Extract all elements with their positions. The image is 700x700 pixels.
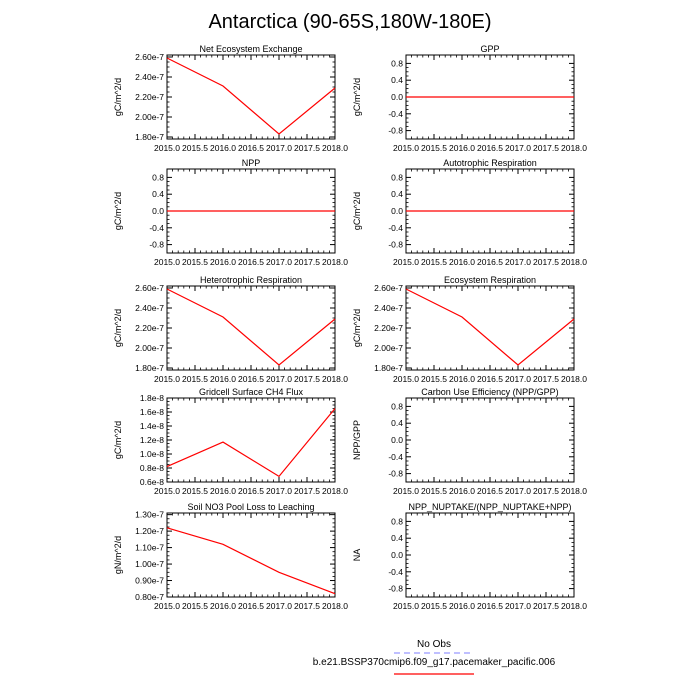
- plot-frame: [167, 55, 335, 139]
- x-tick-label: 2015.5: [182, 143, 208, 153]
- y-tick-label: 0.4: [152, 189, 164, 200]
- x-tick-label: 2017.5: [294, 486, 320, 496]
- x-tick-label: 2015.5: [182, 601, 208, 611]
- x-tick-label: 2015.0: [393, 374, 419, 384]
- x-tick-label: 2015.5: [182, 374, 208, 384]
- y-tick-label: 1.30e-7: [135, 509, 164, 520]
- x-tick-label: 2016.0: [449, 374, 475, 384]
- panel-6: [113, 387, 348, 496]
- y-tick-label: 2.40e-7: [374, 303, 403, 313]
- x-tick-label: 2017.5: [533, 143, 559, 153]
- panel-0: [113, 44, 348, 153]
- y-axis-label: gC/m^2/d: [352, 308, 362, 348]
- x-tick-label: 2018.0: [322, 143, 348, 153]
- x-tick-label: 2015.5: [421, 143, 447, 153]
- plot-frame: [167, 398, 335, 482]
- series-line-0: [167, 289, 335, 365]
- y-tick-label: -0.8: [149, 239, 164, 250]
- x-tick-label: 2018.0: [561, 486, 587, 496]
- x-tick-label: 2016.5: [238, 601, 264, 611]
- chart-panels: [113, 44, 587, 611]
- y-tick-label: 0.8: [391, 172, 403, 183]
- y-axis-label: gN/m^2/d: [113, 535, 123, 575]
- x-tick-label: 2016.5: [238, 257, 264, 267]
- series-line-0: [406, 289, 574, 365]
- x-tick-label: 2016.0: [210, 143, 236, 153]
- y-tick-label: 2.20e-7: [135, 92, 164, 102]
- x-tick-label: 2017.5: [294, 143, 320, 153]
- y-tick-label: 1.80e-7: [374, 363, 403, 373]
- x-tick-label: 2015.0: [393, 257, 419, 267]
- x-tick-label: 2016.0: [449, 486, 475, 496]
- x-tick-label: 2016.5: [238, 486, 264, 496]
- x-tick-label: 2017.5: [294, 257, 320, 267]
- y-tick-label: -0.4: [149, 222, 164, 233]
- y-axis-label: gC/m^2/d: [113, 420, 123, 460]
- y-tick-label: 0.0: [391, 206, 403, 216]
- y-tick-label: 2.40e-7: [135, 303, 164, 313]
- y-tick-label: 2.00e-7: [374, 343, 403, 353]
- y-tick-label: 1.0e-8: [139, 449, 164, 459]
- x-tick-label: 2017.0: [505, 601, 531, 611]
- y-tick-label: 1.2e-8: [139, 435, 164, 445]
- x-tick-label: 2017.0: [505, 486, 531, 496]
- x-tick-label: 2016.0: [210, 257, 236, 267]
- x-tick-label: 2017.5: [533, 601, 559, 611]
- x-tick-label: 2016.0: [449, 601, 475, 611]
- x-tick-label: 2017.0: [266, 486, 292, 496]
- x-tick-label: 2017.0: [505, 257, 531, 267]
- y-tick-label: 0.0: [391, 435, 403, 445]
- y-tick-label: 2.40e-7: [135, 72, 164, 82]
- x-tick-label: 2018.0: [322, 486, 348, 496]
- y-axis-label: gC/m^2/d: [113, 191, 123, 231]
- x-tick-label: 2015.5: [421, 486, 447, 496]
- x-tick-label: 2016.5: [238, 374, 264, 384]
- plot-frame: [167, 286, 335, 370]
- x-tick-label: 2018.0: [561, 374, 587, 384]
- panel-title: Autotrophic Respiration: [443, 158, 537, 168]
- panel-title: GPP: [480, 44, 500, 54]
- panel-title: Carbon Use Efficiency (NPP/GPP): [421, 387, 559, 397]
- x-tick-label: 2017.5: [533, 257, 559, 267]
- x-tick-label: 2016.0: [449, 143, 475, 153]
- y-tick-label: -0.8: [388, 468, 403, 479]
- series-line-0: [167, 409, 335, 477]
- y-tick-label: 1.6e-8: [139, 407, 164, 417]
- y-tick-label: 0.90e-7: [135, 575, 164, 586]
- y-tick-label: 1.20e-7: [135, 526, 164, 537]
- y-tick-label: 1.4e-8: [139, 421, 164, 431]
- x-tick-label: 2016.5: [477, 601, 503, 611]
- y-tick-label: 0.80e-7: [135, 592, 164, 602]
- y-tick-label: 0.8: [391, 58, 403, 69]
- y-tick-label: 1.80e-7: [135, 132, 164, 142]
- y-tick-label: 0.4: [391, 189, 403, 200]
- x-tick-label: 2017.0: [505, 143, 531, 153]
- x-tick-label: 2016.0: [210, 374, 236, 384]
- x-tick-label: 2015.0: [393, 143, 419, 153]
- y-axis-label: gC/m^2/d: [113, 77, 123, 117]
- plot-frame: [406, 286, 574, 370]
- panel-title: Ecosystem Respiration: [443, 275, 537, 285]
- series-line-0: [167, 528, 335, 594]
- panel-title: Net Ecosystem Exchange: [199, 44, 303, 54]
- x-tick-label: 2015.0: [154, 601, 180, 611]
- x-tick-label: 2016.5: [477, 143, 503, 153]
- panel-title: Soil NO3 Pool Loss to Leaching: [187, 502, 315, 512]
- x-tick-label: 2017.5: [533, 486, 559, 496]
- y-axis-label: NA: [352, 548, 362, 562]
- panel-title: Heterotrophic Respiration: [199, 275, 303, 285]
- x-tick-label: 2015.0: [154, 143, 180, 153]
- x-tick-label: 2015.5: [182, 486, 208, 496]
- x-tick-label: 2016.0: [210, 486, 236, 496]
- x-tick-label: 2015.0: [393, 601, 419, 611]
- x-tick-label: 2018.0: [322, 374, 348, 384]
- x-tick-label: 2016.0: [449, 257, 475, 267]
- y-tick-label: 0.8: [391, 401, 403, 412]
- panel-3: [352, 158, 587, 267]
- y-tick-label: 0.6e-8: [139, 477, 164, 487]
- legend-model-label: b.e21.BSSP370cmip6.f09_g17.pacemaker_pacific.006: [312, 657, 556, 668]
- y-tick-label: 0.4: [391, 75, 403, 86]
- x-tick-label: 2017.5: [294, 601, 320, 611]
- legend-obs-label: No Obs: [417, 639, 451, 650]
- y-axis-label: gC/m^2/d: [352, 191, 362, 231]
- y-tick-label: 0.4: [391, 418, 403, 429]
- x-tick-label: 2015.0: [154, 257, 180, 267]
- x-tick-label: 2016.5: [477, 257, 503, 267]
- x-tick-label: 2016.5: [238, 143, 264, 153]
- panel-title: Gridcell Surface CH4 Flux: [198, 387, 304, 397]
- panel-4: [113, 275, 348, 384]
- panel-title: NPP_NUPTAKE/(NPP_NUPTAKE+NPP): [408, 502, 572, 512]
- panel-8: [113, 502, 348, 611]
- x-tick-label: 2018.0: [561, 143, 587, 153]
- x-tick-label: 2017.0: [266, 601, 292, 611]
- y-tick-label: -0.4: [388, 222, 403, 233]
- y-tick-label: 2.00e-7: [135, 343, 164, 353]
- legend: [313, 639, 556, 674]
- x-tick-label: 2015.5: [421, 374, 447, 384]
- x-tick-label: 2015.5: [421, 257, 447, 267]
- panel-1: [352, 44, 587, 153]
- panel-title: NPP: [241, 158, 261, 168]
- x-tick-label: 2017.0: [266, 143, 292, 153]
- x-tick-label: 2018.0: [322, 601, 348, 611]
- y-tick-label: 0.0: [152, 206, 164, 216]
- figure-title: Antarctica (90-65S,180W-180E): [208, 11, 492, 33]
- panel-2: [113, 158, 348, 267]
- x-tick-label: 2016.5: [477, 486, 503, 496]
- y-tick-label: 1.00e-7: [135, 559, 164, 570]
- y-tick-label: 0.8: [152, 172, 164, 183]
- x-tick-label: 2016.5: [477, 374, 503, 384]
- y-tick-label: 1.8e-8: [139, 393, 164, 403]
- y-axis-label: NPP/GPP: [352, 419, 362, 461]
- y-axis-label: gC/m^2/d: [352, 77, 362, 117]
- y-tick-label: -0.4: [388, 566, 403, 577]
- y-tick-label: -0.8: [388, 125, 403, 136]
- x-tick-label: 2016.0: [210, 601, 236, 611]
- x-tick-label: 2017.0: [266, 374, 292, 384]
- y-tick-label: 0.8e-8: [139, 463, 164, 473]
- x-tick-label: 2015.5: [421, 601, 447, 611]
- x-tick-label: 2015.0: [393, 486, 419, 496]
- y-tick-label: 0.0: [391, 550, 403, 560]
- y-tick-label: 2.20e-7: [135, 323, 164, 333]
- y-tick-label: -0.8: [388, 583, 403, 594]
- x-tick-label: 2015.0: [154, 374, 180, 384]
- x-tick-label: 2015.5: [182, 257, 208, 267]
- y-tick-label: 2.20e-7: [374, 323, 403, 333]
- y-tick-label: 2.00e-7: [135, 112, 164, 122]
- y-tick-label: -0.4: [388, 451, 403, 462]
- x-tick-label: 2018.0: [561, 601, 587, 611]
- x-tick-label: 2018.0: [322, 257, 348, 267]
- x-tick-label: 2018.0: [561, 257, 587, 267]
- y-tick-label: 2.60e-7: [374, 283, 403, 293]
- y-tick-label: 2.60e-7: [135, 283, 164, 293]
- y-tick-label: 0.0: [391, 92, 403, 102]
- panel-9: [352, 502, 587, 611]
- panel-5: [352, 275, 587, 384]
- x-tick-label: 2015.0: [154, 486, 180, 496]
- y-tick-label: -0.8: [388, 239, 403, 250]
- plot-frame: [406, 513, 574, 597]
- y-tick-label: 1.80e-7: [135, 363, 164, 373]
- y-tick-label: -0.4: [388, 108, 403, 119]
- y-tick-label: 1.10e-7: [135, 542, 164, 553]
- panel-7: [352, 387, 587, 496]
- series-line-0: [167, 58, 335, 134]
- y-tick-label: 2.60e-7: [135, 52, 164, 62]
- y-axis-label: gC/m^2/d: [113, 308, 123, 348]
- plot-frame: [406, 398, 574, 482]
- x-tick-label: 2017.0: [266, 257, 292, 267]
- y-tick-label: 0.8: [391, 516, 403, 527]
- x-tick-label: 2017.5: [533, 374, 559, 384]
- x-tick-label: 2017.0: [505, 374, 531, 384]
- y-tick-label: 0.4: [391, 533, 403, 544]
- x-tick-label: 2017.5: [294, 374, 320, 384]
